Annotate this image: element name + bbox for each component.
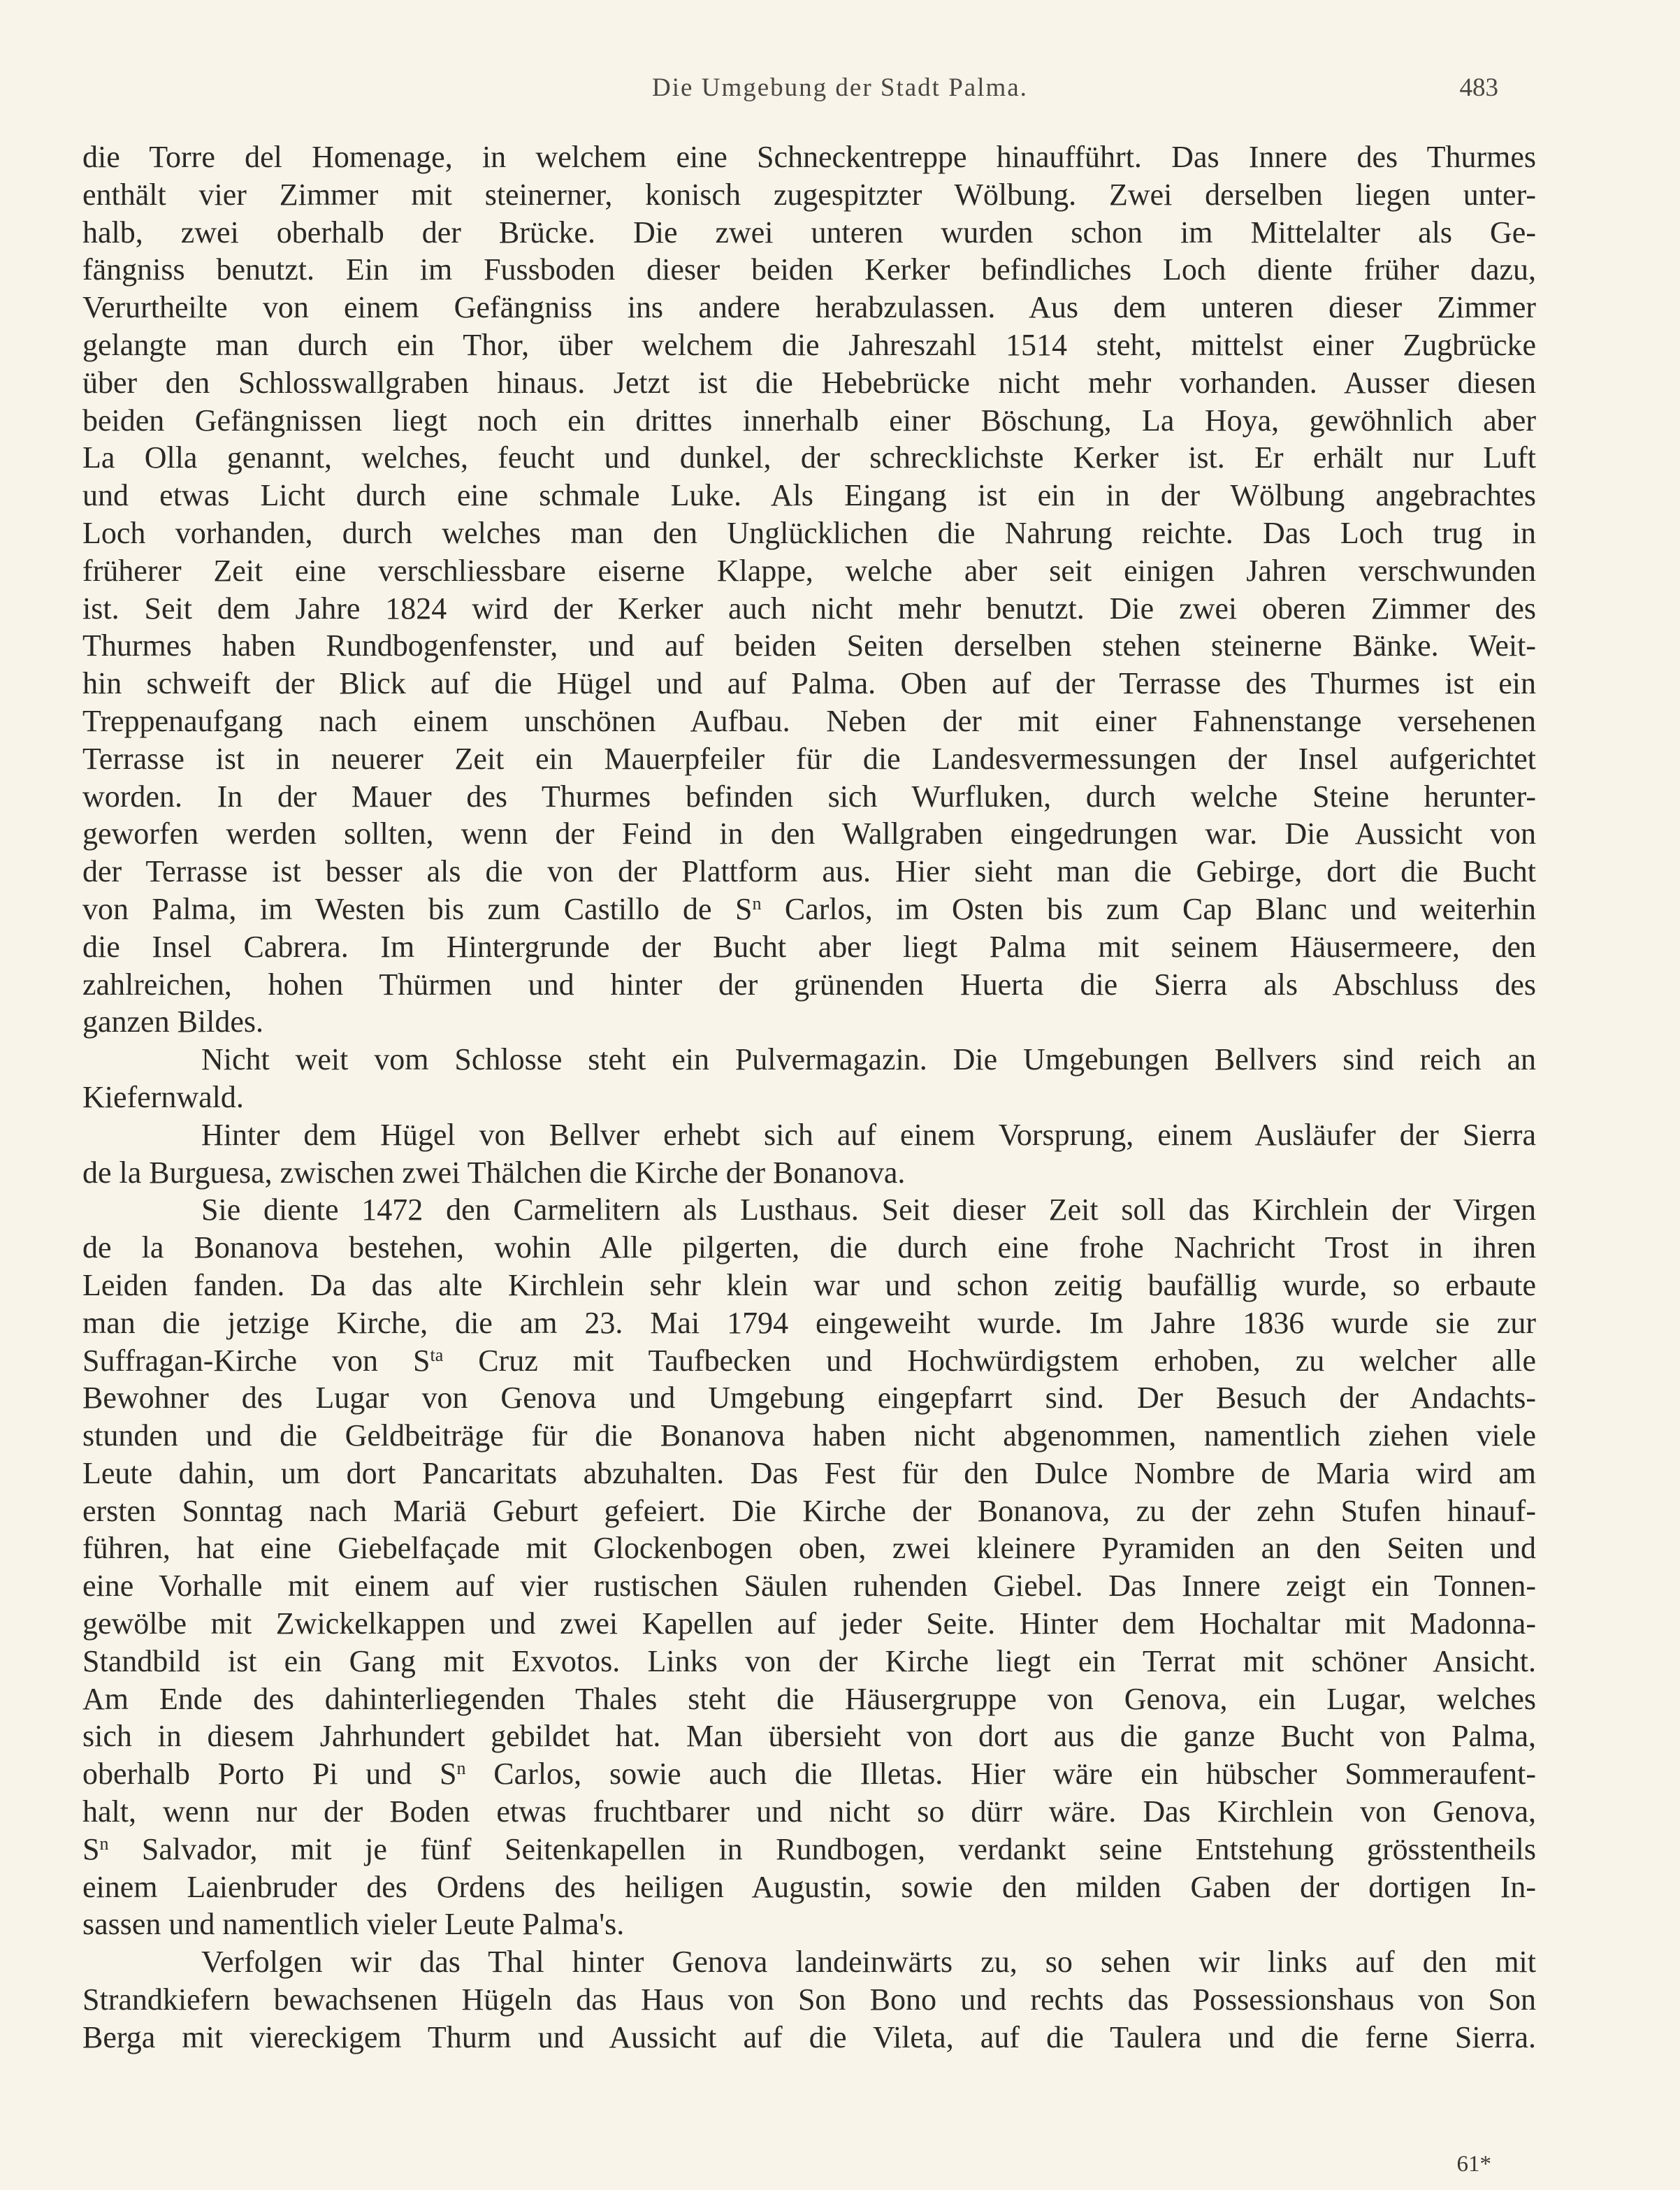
text-line: Leute dahin, um dort Pancaritats abzuhalten. Das Fest für den Dulce Nombre de Maria wird am [82, 1455, 1536, 1490]
text-line: Verurtheilte von einem Gefängniss ins andere herabzulassen. Aus dem unteren dieser Zimmer [82, 290, 1536, 325]
text-line: sich in diesem Jahrhundert gebildet hat. Man übersieht von dort aus die ganze Bucht von Palma, [82, 1719, 1536, 1754]
text-line: ist. Seit dem Jahre 1824 wird der Kerker auch nicht mehr benutzt. Die zwei oberen Zimmer des [82, 591, 1536, 626]
text-line: hin schweift der Blick auf die Hügel und auf Palma. Oben auf der Terrasse des Thurmes ist ein [82, 666, 1536, 701]
body-text [82, 138, 1536, 2056]
text-line: über den Schlosswallgraben hinaus. Jetzt ist die Hebebrücke nicht mehr vorhanden. Ausser diesen [82, 365, 1536, 400]
text-line: Treppenaufgang nach einem unschönen Aufbau. Neben der mit einer Fahnenstange versehenen [82, 703, 1536, 738]
text-line: enthält vier Zimmer mit steinerner, konisch zugespitzter Wölbung. Zwei derselben liegen unter- [82, 177, 1536, 212]
text-line: man die jetzige Kirche, die am 23. Mai 1794 eingeweiht wurde. Im Jahre 1836 wurde sie zur [82, 1305, 1536, 1340]
text-line: halb, zwei oberhalb der Brücke. Die zwei unteren wurden schon im Mittelalter als Ge- [82, 215, 1536, 250]
text-line: Loch vorhanden, durch welches man den Unglücklichen die Nahrung reichte. Das Loch trug in [82, 515, 1536, 550]
text-segment: Salvador, mit je fünf Seitenkapellen in Rundbogen, verdankt seine Entstehung grösstentheils [108, 1831, 1536, 1866]
text-line: Terrasse ist in neuerer Zeit ein Mauerpfeiler für die Landesvermessungen der Insel aufgerichtet [82, 741, 1536, 776]
text-line: Berga mit viereckigem Thurm und Aussicht auf die Vileta, auf die Taulera und die ferne Sierra. [82, 2019, 1536, 2054]
text-line [82, 891, 1536, 928]
text-line: Standbild ist ein Gang mit Exvotos. Links von der Kirche liegt ein Terrat mit schöner Ansicht. [82, 1643, 1536, 1678]
text-line: Hinter dem Hügel von Bellver erhebt sich auf einem Vorsprung, einem Ausläufer der Sierra [201, 1117, 1536, 1152]
text-segment: Carlos, im Osten bis zum Cap Blanc und weiterhin [761, 891, 1536, 926]
text-line: ganzen Bildes. [82, 1004, 264, 1039]
text-line: worden. In der Mauer des Thurmes befinden sich Wurfluken, durch welche Steine herunter- [82, 779, 1536, 814]
superscript: ta [430, 1344, 444, 1365]
text-line: eine Vorhalle mit einem auf vier rustischen Säulen ruhenden Giebel. Das Innere zeigt ein Tonnen- [82, 1569, 1536, 1604]
text-segment: oberhalb Porto Pi und S [82, 1757, 457, 1792]
text-line: Verfolgen wir das Thal hinter Genova landeinwärts zu, so sehen wir links auf den mit [201, 1945, 1536, 1980]
text-line: Kiefernwald. [82, 1079, 244, 1114]
signature-mark: 61* [1456, 2152, 1491, 2177]
text-line: Thurmes haben Rundbogenfenster, und auf beiden Seiten derselben stehen steinerne Bänke. Weit- [82, 628, 1536, 663]
text-line [82, 1831, 1536, 1868]
text-line: früherer Zeit eine verschliessbare eiserne Klappe, welche aber seit einigen Jahren verschwunden [82, 553, 1536, 588]
text-line [82, 1342, 1536, 1380]
text-line: der Terrasse ist besser als die von der Plattform aus. Hier sieht man die Gebirge, dort die Bucht [82, 854, 1536, 889]
text-line: Bewohner des Lugar von Genova und Umgebung eingepfarrt sind. Der Besuch der Andachts- [82, 1381, 1536, 1415]
text-line: geworfen werden sollten, wenn der Feind in den Wallgraben eingedrungen war. Die Aussicht von [82, 816, 1536, 851]
text-line: einem Laienbruder des Ordens des heiligen Augustin, sowie den milden Gaben der dortigen In- [82, 1869, 1536, 1904]
superscript: n [99, 1833, 109, 1854]
text-segment: Cruz mit Taufbecken und Hochwürdigstem erhoben, zu welcher alle [443, 1343, 1536, 1378]
page-header [0, 73, 1680, 115]
text-line [82, 1755, 1536, 1793]
text-line: Sie diente 1472 den Carmelitern als Lusthaus. Seit dieser Zeit soll das Kirchlein der Virgen [201, 1193, 1536, 1227]
superscript: n [456, 1758, 466, 1779]
text-line: Leiden fanden. Da das alte Kirchlein sehr klein war und schon zeitig baufällig wurde, so erbaute [82, 1267, 1536, 1302]
text-line: La Olla genannt, welches, feucht und dunkel, der schrecklichste Kerker ist. Er erhält nur Luft [82, 440, 1536, 475]
text-line: Strandkiefern bewachsenen Hügeln das Haus von Son Bono und rechts das Possessionshaus von Son [82, 1982, 1536, 2017]
text-line: Nicht weit vom Schlosse steht ein Pulvermagazin. Die Umgebungen Bellvers sind reich an [201, 1042, 1536, 1077]
text-line: zahlreichen, hohen Thürmen und hinter der grünenden Huerta die Sierra als Abschluss des [82, 967, 1536, 1002]
text-line: beiden Gefängnissen liegt noch ein drittes innerhalb einer Böschung, La Hoya, gewöhnlich aber [82, 403, 1536, 438]
text-line: ersten Sonntag nach Mariä Geburt gefeiert. Die Kirche der Bonanova, zu der zehn Stufen hinauf- [82, 1493, 1536, 1528]
text-line: de la Bonanova bestehen, wohin Alle pilgerten, die durch eine frohe Nachricht Trost in ihren [82, 1230, 1536, 1265]
text-line: stunden und die Geldbeiträge für die Bonanova haben nicht abgenommen, namentlich ziehen viele [82, 1418, 1536, 1453]
superscript: n [752, 893, 762, 914]
text-segment: S [82, 1831, 100, 1866]
text-line: die Insel Cabrera. Im Hintergrunde der Bucht aber liegt Palma mit seinem Häusermeere, den [82, 929, 1536, 964]
running-title: Die Umgebung der Stadt Palma. [652, 73, 1028, 102]
text-line: fängniss benutzt. Ein im Fussboden dieser beiden Kerker befindliches Loch diente früher dazu, [82, 252, 1536, 287]
text-line: die Torre del Homenage, in welchem eine Schneckentreppe hinaufführt. Das Innere des Thurmes [82, 140, 1536, 174]
text-line: sassen und namentlich vieler Leute Palma's. [82, 1907, 625, 1942]
text-line: gelangte man durch ein Thor, über welchem die Jahreszahl 1514 steht, mittelst einer Zugbrücke [82, 327, 1536, 362]
text-segment: von Palma, im Westen bis zum Castillo de S [82, 891, 753, 926]
text-line: Am Ende des dahinterliegenden Thales steht die Häusergruppe von Genova, ein Lugar, welches [82, 1681, 1536, 1716]
text-line: gewölbe mit Zwickelkappen und zwei Kapellen auf jeder Seite. Hinter dem Hochaltar mit Madonna- [82, 1606, 1536, 1641]
text-segment: Carlos, sowie auch die Illetas. Hier wäre ein hübscher Sommeraufent- [465, 1757, 1536, 1792]
text-line: und etwas Licht durch eine schmale Luke. Als Eingang ist ein in der Wölbung angebrachtes [82, 478, 1536, 513]
text-line: de la Burguesa, zwischen zwei Thälchen die Kirche der Bonanova. [82, 1155, 906, 1190]
text-line: führen, hat eine Giebelfaçade mit Glockenbogen oben, zwei kleinere Pyramiden an den Seiten und [82, 1531, 1536, 1566]
text-line: halt, wenn nur der Boden etwas fruchtbarer und nicht so dürr wäre. Das Kirchlein von Genova, [82, 1794, 1536, 1829]
text-segment: Suffragan-Kirche von S [82, 1343, 430, 1378]
page-number: 483 [1459, 73, 1498, 102]
